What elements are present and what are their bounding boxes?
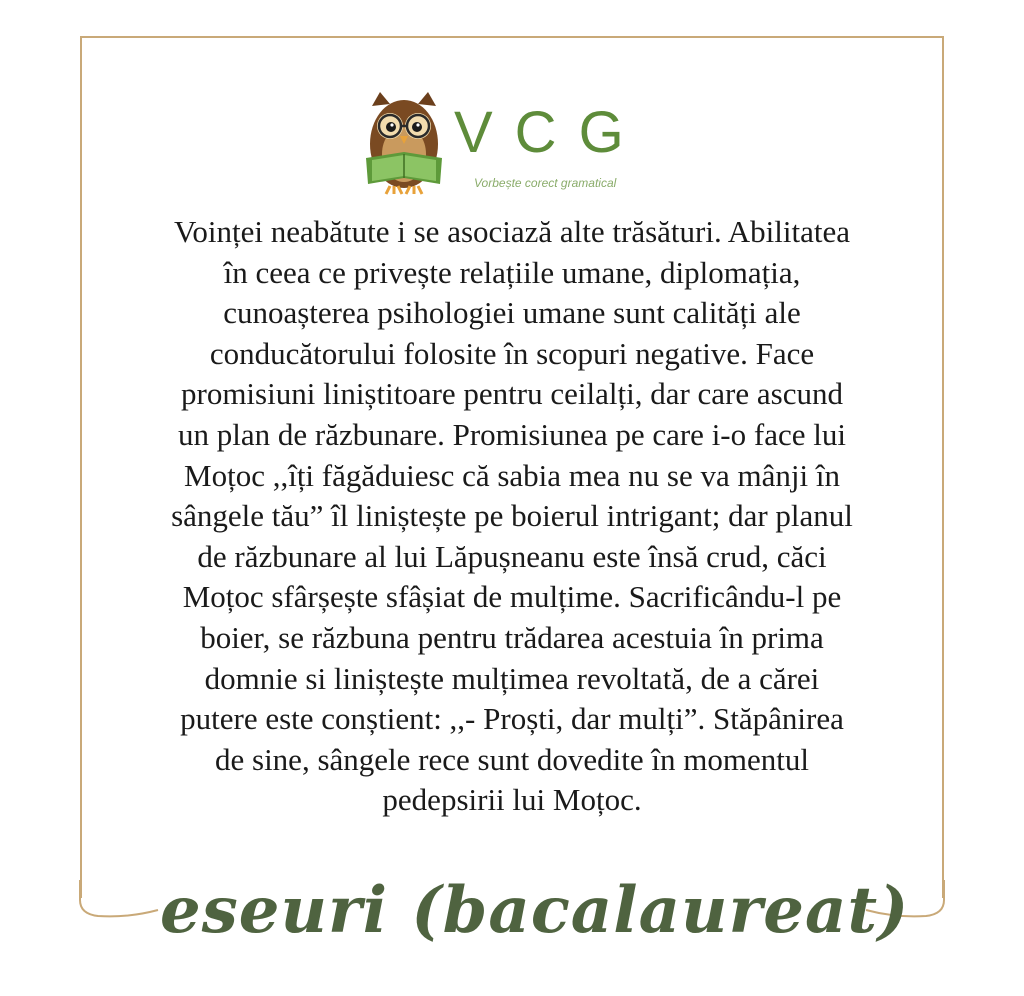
logo-letters: VCG — [454, 100, 646, 165]
essay-line: de răzbunare al lui Lăpușneanu este însă crud, căci — [197, 538, 827, 574]
essay-line: sângele tău” îl liniștește pe boierul intrigant; dar planul — [171, 498, 853, 534]
essay-line: cunoașterea psihologiei umane sunt calități ale — [223, 295, 801, 331]
essay-line: Moțoc ,,îți făgăduiesc că sabia mea nu se va mânji în — [184, 457, 840, 493]
essay-line: un plan de răzbunare. Promisiunea pe care i-o face lui — [178, 416, 846, 452]
frame-left-border — [80, 36, 82, 898]
essay-line: boier, se răzbuna pentru trădarea acestuia în prima — [200, 619, 824, 655]
essay-line: în ceea ce privește relațiile umane, diplomația, — [223, 254, 801, 290]
essay-line: putere este conștient: ,,- Proști, dar mulți”. Stăpânirea — [180, 701, 844, 737]
owl-reading-book-icon — [362, 92, 446, 196]
frame-right-border — [942, 36, 944, 898]
essay-text — [86, 212, 938, 821]
essay-line: conducătorului folosite în scopuri negative. Face — [209, 335, 815, 371]
vcg-logo — [362, 92, 662, 202]
essay-line: de sine, sângele rece sunt dovedite în momentul — [215, 741, 809, 777]
frame-top-border — [80, 36, 944, 38]
essay-line: pedepsirii lui Moțoc. — [382, 782, 642, 818]
essay-line: domnie si liniștește mulțimea revoltată, de a cărei — [204, 660, 820, 696]
logo-tagline: Vorbește corect gramatical — [474, 176, 617, 190]
footer-title: eseuri (bacalaureat) — [160, 873, 910, 948]
essay-line: Voinței neabătute i se asociază alte trăsături. Abilitatea — [174, 214, 850, 249]
essay-line: promisiuni liniștitoare pentru ceilalți, dar care ascund — [181, 376, 843, 412]
essay-line: Moțoc sfârșește sfâșiat de mulțime. Sacrificându-l pe — [182, 579, 842, 615]
